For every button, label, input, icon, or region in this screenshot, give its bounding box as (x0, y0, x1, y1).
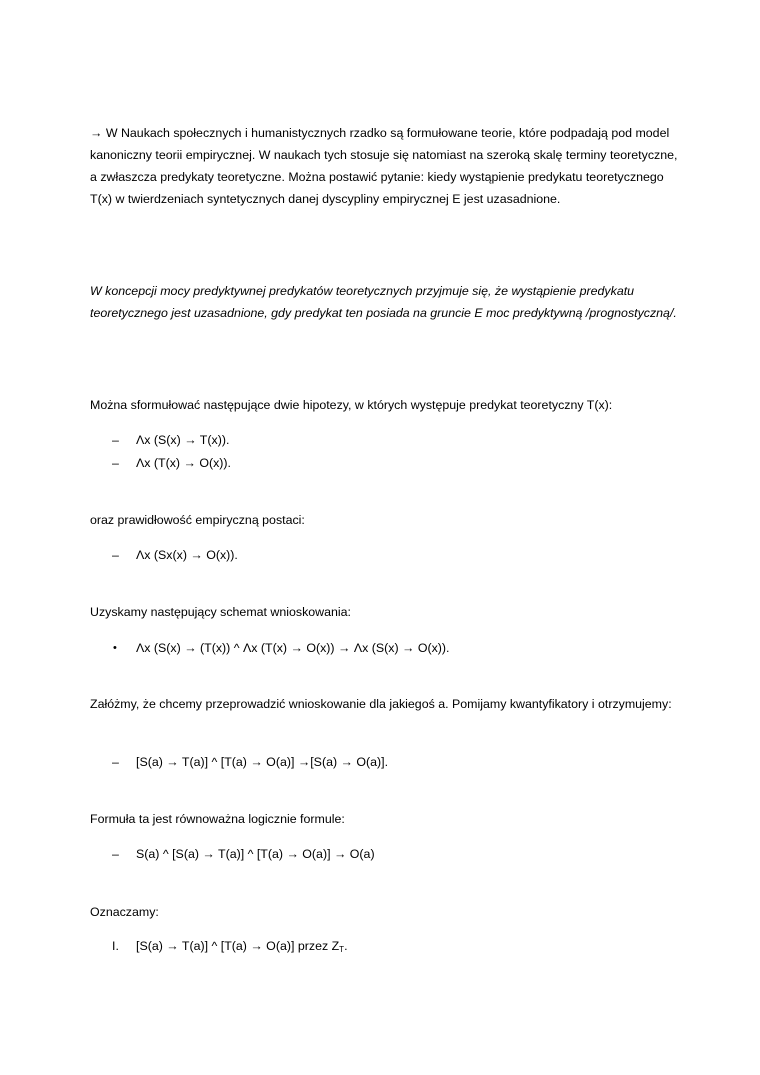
formula: Λx (S(x) → T(x)). (136, 433, 230, 447)
paragraph-notation-intro: Oznaczamy: (90, 905, 159, 919)
list-item-notation (90, 935, 680, 957)
formula: Λx (S(x) → (T(x)) ^ Λx (T(x) → O(x)) → Λx (S(x) → O(x)). (136, 641, 450, 655)
dash-marker: – (112, 755, 119, 769)
paragraph-predictive-power: W koncepcji mocy predyktywnej predykatów teoretycznych przyjmuje się, że wystąpienie predykatu teoretycznego jest uzasadnione, gdy predykat ten posiada na gruncie E moc predyktywną /prognostyczną/. (90, 284, 677, 320)
formula: [S(a) → T(a)] ^ [T(a) → O(a)] →[S(a) → O(a)]. (136, 755, 389, 769)
formula-text: [S(a) → T(a)] ^ [T(a) → O(a)] przez Z (136, 939, 340, 953)
list-item-hypothesis-1 (90, 429, 680, 451)
bullet-marker: • (113, 642, 117, 654)
formula: S(a) ^ [S(a) → T(a)] ^ [T(a) → O(a)] → O(a) (136, 847, 375, 861)
formula: Λx (T(x) → O(x)). (136, 456, 231, 470)
list-item-hypothesis-2 (90, 452, 680, 474)
list-item-schema (90, 637, 680, 659)
list-item-instance (90, 751, 680, 773)
paragraph-schema-intro: Uzyskamy następujący schemat wnioskowania: (90, 605, 352, 619)
formula-suffix: . (344, 939, 348, 953)
paragraph-hypotheses-intro: Można sformułować następujące dwie hipotezy, w których występuje predykat teoretyczny T(x): (90, 398, 613, 412)
paragraph-regularity-intro: oraz prawidłowość empiryczną postaci: (90, 513, 305, 527)
paragraph-intro: → W Naukach społecznych i humanistycznych rzadko są formułowane teorie, które podpadają pod model kanoniczny teorii empirycznej. W naukach tych stosuje się natomiast na szeroką skalę terminy teoretyczne, a zwłaszcza predykaty teoretyczne. Można postawić pytanie: kiedy wystąpienie predykatu teoretycznego T(x) w twierdzeniach syntetycznych danej dyscypliny empirycznej E jest uzasadnione. (90, 126, 678, 206)
dash-marker: – (112, 433, 119, 447)
list-item-regularity (90, 544, 680, 566)
roman-numeral-marker: I. (112, 939, 119, 953)
formula (136, 935, 348, 961)
dash-marker: – (112, 548, 119, 562)
paragraph-equivalence-intro: Formuła ta jest równoważna logicznie formule: (90, 812, 345, 826)
formula: Λx (Sx(x) → O(x)). (136, 548, 238, 562)
paragraph-instance-intro: Załóżmy, że chcemy przeprowadzić wnioskowanie dla jakiegoś a. Pomijamy kwantyfikatory i otrzymujemy: (90, 697, 672, 711)
subscript: T (339, 945, 345, 954)
dash-marker: – (112, 456, 119, 470)
dash-marker: – (112, 847, 119, 861)
list-item-equivalent (90, 843, 680, 865)
